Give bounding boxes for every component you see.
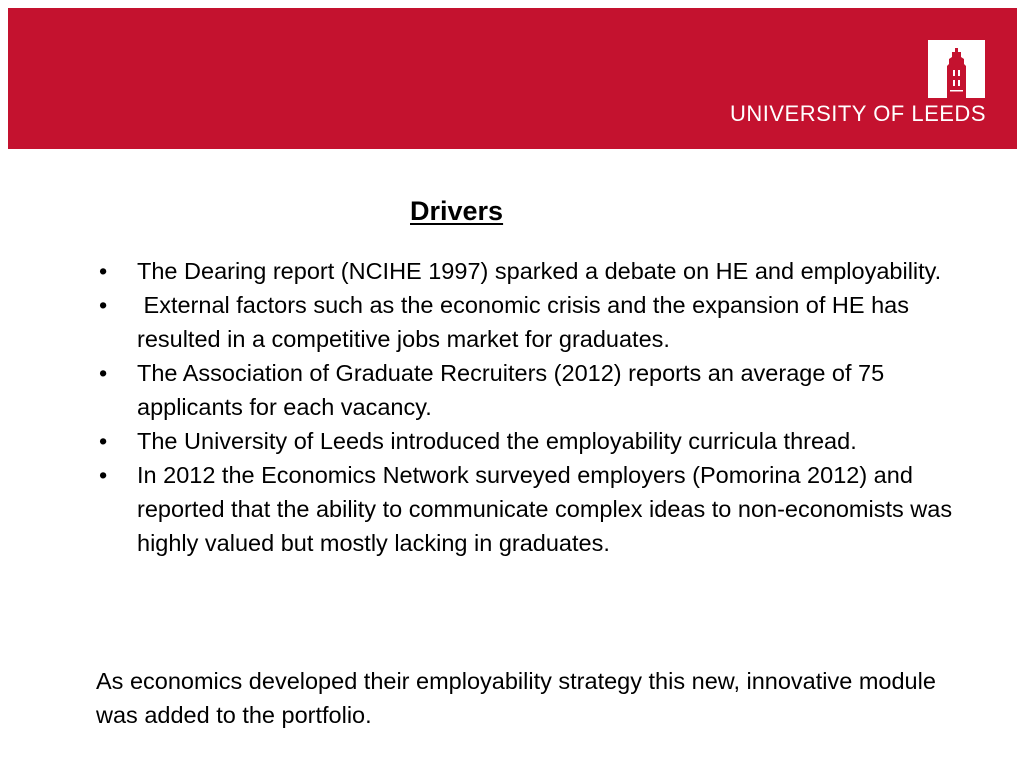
- bullet-text: The Association of Graduate Recruiters (2012) reports an average of 75 applicants for each vacancy.: [137, 360, 885, 420]
- bullet-text: In 2012 the Economics Network surveyed employers (Pomorina 2012) and reported that the ability to communicate complex ideas to non-economists was highly valued but mostly lacking in graduates.: [137, 462, 953, 556]
- bullet-marker: •: [99, 258, 108, 284]
- bullet-text: External factors such as the economic crisis and the expansion of HE has resulted in a competitive jobs market for graduates.: [137, 292, 916, 352]
- list-item: [96, 288, 956, 356]
- university-tower-logo-icon: [928, 40, 985, 98]
- bullet-marker: •: [99, 360, 108, 386]
- bullet-marker: •: [99, 462, 108, 488]
- list-item: [96, 458, 956, 560]
- bullet-list: [96, 254, 956, 560]
- closing-paragraph: As economics developed their employability strategy this new, innovative module was added to the portfolio.: [96, 668, 936, 728]
- bullet-text: The Dearing report (NCIHE 1997) sparked a debate on HE and employability.: [137, 258, 942, 284]
- list-item: [96, 254, 956, 288]
- list-item: [96, 356, 956, 424]
- bullet-text: The University of Leeds introduced the employability curricula thread.: [137, 428, 857, 454]
- list-item: [96, 424, 956, 458]
- logo-wordmark: UNIVERSITY OF LEEDS: [729, 101, 986, 126]
- slide-title: Drivers: [410, 196, 504, 226]
- bullet-marker: •: [99, 428, 108, 454]
- bullet-marker: •: [99, 292, 108, 318]
